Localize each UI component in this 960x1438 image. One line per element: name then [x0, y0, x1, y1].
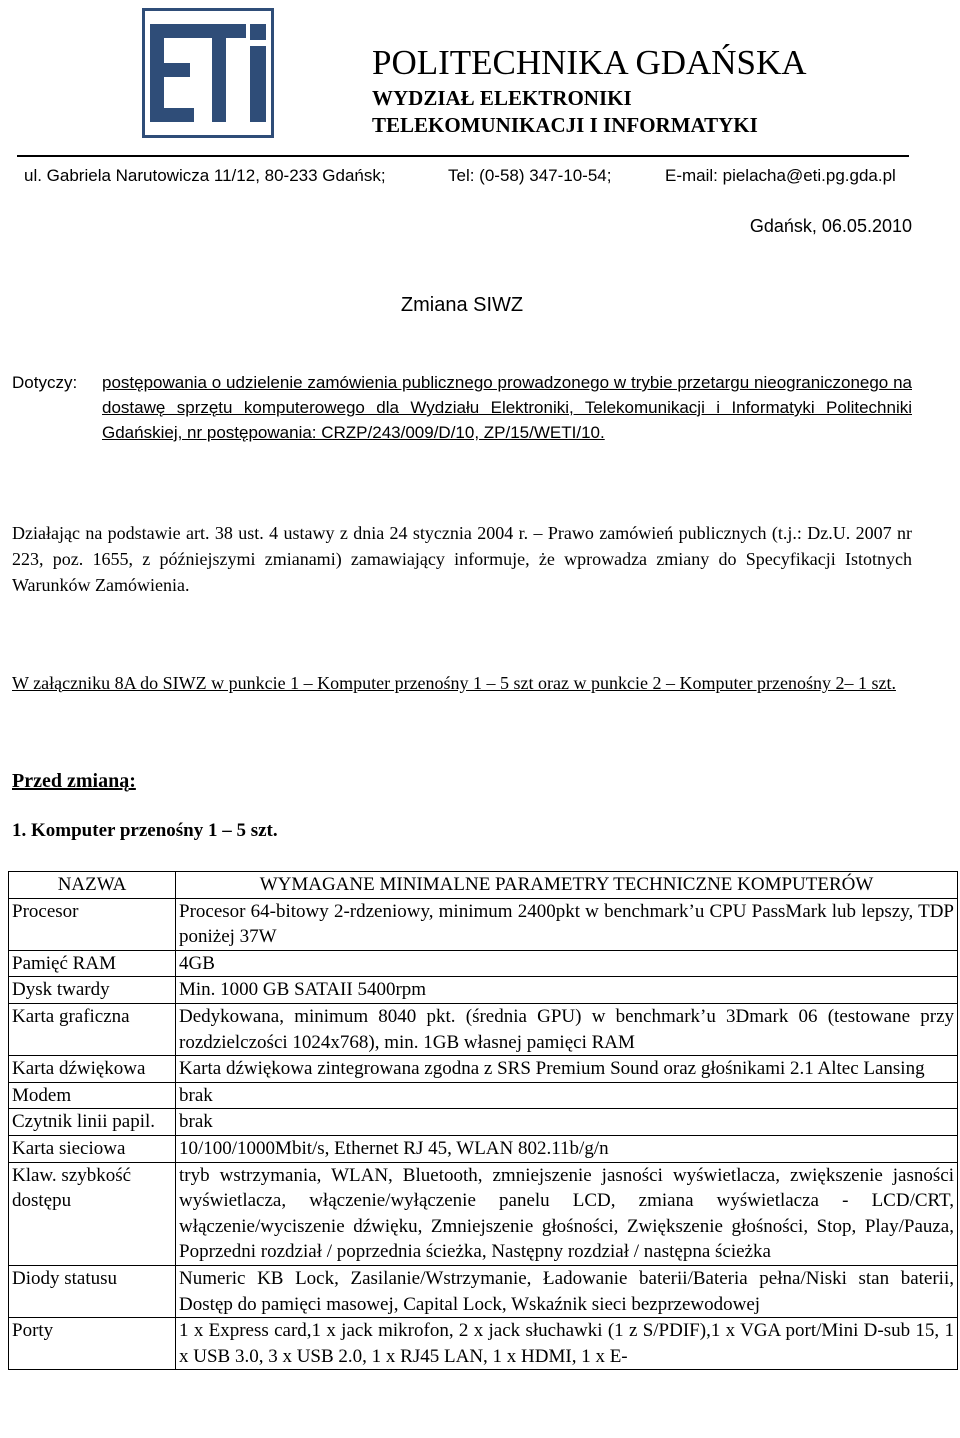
header-divider — [17, 155, 909, 157]
attachment-paragraph: W załączniku 8A do SIWZ w punkcie 1 – Komputer przenośny 1 – 5 szt oraz w punkcie 2 – Komputer przenośny 2– 1 szt. — [12, 673, 896, 693]
spec-name-cell: Karta sieciowa — [9, 1135, 176, 1162]
spec-value-cell: 10/100/1000Mbit/s, Ethernet RJ 45, WLAN 802.11b/g/n — [176, 1135, 958, 1162]
item-heading: 1. Komputer przenośny 1 – 5 szt. — [12, 820, 278, 841]
faculty-line-2: TELEKOMUNIKACJI I INFORMATYKI — [372, 113, 758, 137]
spec-name-cell: Karta graficzna — [9, 1003, 176, 1055]
spec-value-cell: brak — [176, 1082, 958, 1109]
spec-table — [8, 871, 958, 1370]
spec-name-cell: Klaw. szybkość dostępu — [9, 1162, 176, 1265]
contact-email: E-mail: pielacha@eti.pg.gda.pl — [665, 166, 896, 185]
table-header-row — [9, 872, 958, 899]
spec-value-cell: brak — [176, 1109, 958, 1136]
spec-value-cell: Karta dźwiękowa zintegrowana zgodna z SRS Premium Sound oraz głośnikami 2.1 Altec Lansing — [176, 1056, 958, 1083]
spec-name-cell: Procesor — [9, 898, 176, 950]
spec-name-cell: Diody statusu — [9, 1265, 176, 1317]
spec-name-cell: Modem — [9, 1082, 176, 1109]
concerns-label: Dotyczy: — [12, 373, 78, 392]
table-row — [9, 898, 958, 950]
faculty-line-1: WYDZIAŁ ELEKTRONIKI — [372, 86, 632, 110]
spec-value-cell: Numeric KB Lock, Zasilanie/Wstrzymanie, Ładowanie baterii/Bateria pełna/Niski stan baterii, Dostęp do pamięci masowej, Capital Lock, Wskaźnik sieci bezprzewodowej — [176, 1265, 958, 1317]
concerns-block — [12, 370, 912, 445]
spec-value-cell: Min. 1000 GB SATAII 5400rpm — [176, 977, 958, 1004]
spec-value-cell: tryb wstrzymania, WLAN, Bluetooth, zmniejszenie jasności wyświetlacza, zwiększenie jasności wyświetlacza, włączenie/wyłączenie panelu LCD, zmiana wyświetlacza - LCD/CRT, włączenie/wyciszenie dźwięku, Zmniejszenie głośności, Zwiększenie głośności, Stop, Play/Pauza, Poprzedni rozdział / poprzednia ścieżka, Następny rozdział / następna ścieżka — [176, 1162, 958, 1265]
spec-name-cell: Pamięć RAM — [9, 950, 176, 977]
faculty-name — [372, 85, 758, 139]
table-row — [9, 1109, 958, 1136]
table-row — [9, 977, 958, 1004]
spec-name-cell: Dysk twardy — [9, 977, 176, 1004]
institution-name: POLITECHNIKA GDAŃSKA — [372, 43, 807, 82]
spec-value-cell: 1 x Express card,1 x jack mikrofon, 2 x jack słuchawki (1 z S/PDIF),1 x VGA port/Mini D-sub 15, 1 x USB 3.0, 3 x USB 2.0, 1 x RJ45 LAN, 1 x HDMI, 1 x E- — [176, 1318, 958, 1370]
before-change-heading: Przed zmianą: — [12, 770, 136, 792]
table-row — [9, 1003, 958, 1055]
spec-name-cell: Porty — [9, 1318, 176, 1370]
spec-value-cell: Dedykowana, minimum 8040 pkt. (średnia GPU) w benchmark’u 3Dmark 06 (testowane przy rozdzielczości 1024x768), min. 1GB własnej pamięci RAM — [176, 1003, 958, 1055]
column-header-name: NAZWA — [9, 872, 176, 899]
column-header-params: WYMAGANE MINIMALNE PARAMETRY TECHNICZNE KOMPUTERÓW — [176, 872, 958, 899]
table-row — [9, 950, 958, 977]
concerns-text: postępowania o udzielenie zamówienia publicznego prowadzonego w trybie przetargu nieograniczonego na dostawę sprzętu komputerowego dla Wydziału Elektroniki, Telekomunikacji i Informatyki Politechniki Gdańskiej, nr postępowania: CRZP/243/009/D/10, ZP/15/WETI/10. — [102, 373, 912, 442]
document-date: Gdańsk, 06.05.2010 — [749, 216, 912, 236]
table-row — [9, 1135, 958, 1162]
table-row — [9, 1318, 958, 1370]
spec-value-cell: Procesor 64-bitowy 2-rdzeniowy, minimum 2400pkt w benchmark’u CPU PassMark lub lepszy, TDP poniżej 37W — [176, 898, 958, 950]
table-row — [9, 1265, 958, 1317]
table-row — [9, 1056, 958, 1083]
legal-basis-paragraph: Działając na podstawie art. 38 ust. 4 ustawy z dnia 24 stycznia 2004 r. – Prawo zamówień publicznych (t.j.: Dz.U. 2007 nr 223, poz. 1655, z późniejszymi zmianami) zamawiający informuje, że wprowadza zmiany do Specyfikacji Istotnych Warunków Zamówienia. — [12, 523, 912, 595]
document-title: Zmiana SIWZ — [400, 294, 524, 316]
spec-name-cell: Karta dźwiękowa — [9, 1056, 176, 1083]
spec-name-cell: Czytnik linii papil. — [9, 1109, 176, 1136]
spec-value-cell: 4GB — [176, 950, 958, 977]
table-row — [9, 1082, 958, 1109]
contact-address: ul. Gabriela Narutowicza 11/12, 80-233 Gdańsk; — [24, 166, 386, 185]
contact-phone: Tel: (0-58) 347-10-54; — [448, 166, 612, 185]
eti-logo — [142, 8, 274, 138]
table-row — [9, 1162, 958, 1265]
